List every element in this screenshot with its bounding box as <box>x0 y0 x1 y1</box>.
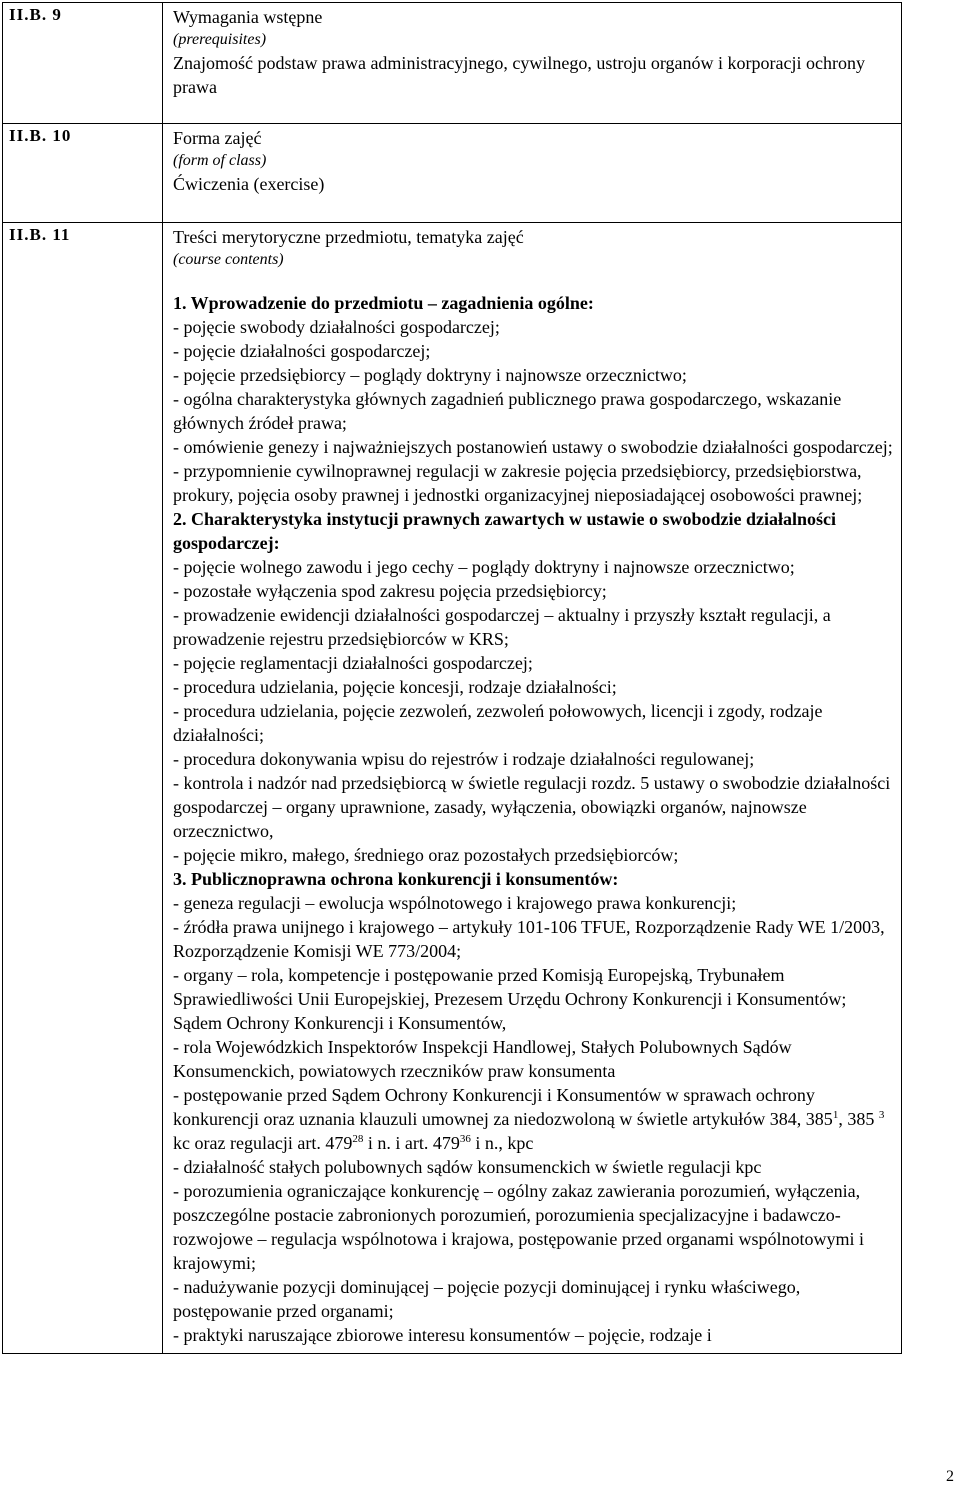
list-item: - prowadzenie ewidencji działalności gospodarczej – aktualny i przyszły kształt regulacji, a prowadzenie rejestru przedsiębiorców w KRS; <box>173 605 831 649</box>
list-item: - procedura udzielania, pojęcie koncesji, rodzaje działalności; <box>173 677 617 697</box>
list-item-articles <box>173 1083 895 1155</box>
list-item: - działalność stałych polubownych sądów konsumenckich w świetle regulacji kpc <box>173 1157 762 1177</box>
list-item: - praktyki naruszające zbiorowe interesu konsumentów – pojęcie, rodzaje i <box>173 1325 712 1345</box>
art-text: i n., kpc <box>470 1133 534 1153</box>
art-sup: 1 <box>832 1109 839 1121</box>
row-code: II.B. 10 <box>3 124 163 223</box>
art-sup: 3 <box>878 1109 885 1121</box>
list-item: - pojęcie wolnego zawodu i jego cechy – poglądy doktryny i najnowsze orzecznictwo; <box>173 557 795 577</box>
list-item: - pojęcie reglamentacji działalności gospodarczej; <box>173 653 533 673</box>
list-item: - organy – rola, kompetencje i postępowanie przed Komisją Europejską, Trybunałem Sprawiedliwości Unii Europejskiej, Prezesem Urzędu Ochrony Konkurencji i Konsumentów; Sądem Ochrony Konkurencji i Konsumentów, <box>173 965 847 1033</box>
list-item: - procedura dokonywania wpisu do rejestrów i rodzaje działalności regulowanej; <box>173 749 755 769</box>
list-item: - pojęcie przedsiębiorcy – poglądy doktryny i najnowsze orzecznictwo; <box>173 365 687 385</box>
row-code: II.B. 9 <box>3 3 163 124</box>
list-item: - pojęcie działalności gospodarczej; <box>173 341 431 361</box>
list-item: - pozostałe wyłączenia spod zakresu pojęcia przedsiębiorcy; <box>173 581 607 601</box>
list-item: - omówienie genezy i najważniejszych postanowień ustawy o swobodzie działalności gospodarczej; <box>173 437 893 457</box>
section-title: 2. Charakterystyka instytucji prawnych zawartych w ustawie o swobodzie działalności gospodarczej: <box>173 509 836 553</box>
course-contents <box>173 291 895 1347</box>
art-sup: 28 <box>352 1133 364 1145</box>
row-content: Ćwiczenia (exercise) <box>173 174 325 194</box>
section-title: 3. Publicznoprawna ochrona konkurencji i konsumentów: <box>173 869 619 889</box>
syllabus-table <box>2 2 902 1354</box>
row-body <box>163 223 902 1354</box>
row-subtitle: (form of class) <box>173 152 267 169</box>
list-item: - procedura udzielania, pojęcie zezwoleń, zezwoleń połowowych, licencji i zgody, rodzaje działalności; <box>173 701 823 745</box>
row-subtitle: (prerequisites) <box>173 31 267 48</box>
list-item: - nadużywanie pozycji dominującej – pojęcie pozycji dominującej i rynku właściwego, postępowanie przed organami; <box>173 1277 801 1321</box>
art-text: - postępowanie przed Sądem Ochrony Konkurencji i Konsumentów w sprawach ochrony konkurencji oraz uznania klauzuli umownej za niedozwoloną w świetle artykułów 384, 385 <box>173 1085 833 1129</box>
list-item: - geneza regulacji – ewolucja wspólnotowego i krajowego prawa konkurencji; <box>173 893 737 913</box>
art-text: i n. i art. 479 <box>363 1133 460 1153</box>
page-number: 2 <box>946 1468 954 1485</box>
list-item: - źródła prawa unijnego i krajowego – artykuły 101-106 TFUE, Rozporządzenie Rady WE 1/2003, Rozporządzenie Komisji WE 773/2004; <box>173 917 885 961</box>
row-title: Wymagania wstępne <box>173 7 323 27</box>
art-text: , 385 <box>838 1109 879 1129</box>
table-row <box>3 223 902 1354</box>
table-row <box>3 3 902 124</box>
section-title: 1. Wprowadzenie do przedmiotu – zagadnienia ogólne: <box>173 293 594 313</box>
list-item: - porozumienia ograniczające konkurencję – ogólny zakaz zawierania porozumień, wyłączenia, poszczególne postacie zabronionych porozumień, porozumienia specjalizacyjne i badawczo-rozwojowe – regulacja wspólnotowa i krajowa, postępowanie przed organami wspólnotowymi i krajowymi; <box>173 1181 864 1273</box>
art-sup: 36 <box>459 1133 471 1145</box>
row-title: Forma zajęć <box>173 128 262 148</box>
list-item: - pojęcie swobody działalności gospodarczej; <box>173 317 500 337</box>
row-body <box>163 3 902 124</box>
row-code: II.B. 11 <box>3 223 163 1354</box>
list-item: - przypomnienie cywilnoprawnej regulacji w zakresie pojęcia przedsiębiorcy, przedsiębiorstwa, prokury, pojęcia osoby prawnej i jednostki organizacyjnej nieposiadającej osobowości prawnej; <box>173 461 863 505</box>
list-item: - kontrola i nadzór nad przedsiębiorcą w świetle regulacji rozdz. 5 ustawy o swobodzie działalności gospodarczej – organy uprawnione, zasady, wyłączenia, obowiązki organów, najnowsze orzecznictwo, <box>173 773 891 841</box>
list-item: - rola Wojewódzkich Inspektorów Inspekcji Handlowej, Stałych Polubownych Sądów Konsumenckich, powiatowych rzeczników praw konsumenta <box>173 1037 792 1081</box>
row-subtitle: (course contents) <box>173 251 284 268</box>
list-item: - ogólna charakterystyka głównych zagadnień publicznego prawa gospodarczego, wskazanie głównych źródeł prawa; <box>173 389 842 433</box>
row-content: Znajomość podstaw prawa administracyjnego, cywilnego, ustroju organów i korporacji ochrony prawa <box>173 53 865 97</box>
table-row <box>3 124 902 223</box>
row-title: Treści merytoryczne przedmiotu, tematyka zajęć <box>173 227 524 247</box>
art-text: kc oraz regulacji art. 479 <box>173 1133 353 1153</box>
row-body <box>163 124 902 223</box>
list-item: - pojęcie mikro, małego, średniego oraz pozostałych przedsiębiorców; <box>173 845 679 865</box>
